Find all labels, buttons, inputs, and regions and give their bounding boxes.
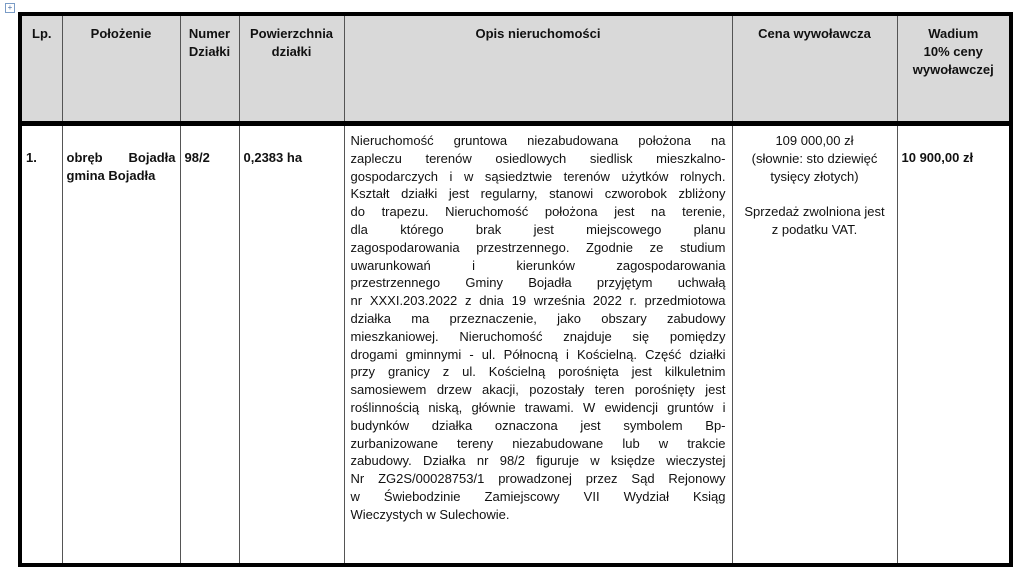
opis-line: dla którego brak jest miejscowego planu: [350, 221, 726, 237]
opis-line: gospodarczych i w sąsiedztwie terenów użytków rolnych.: [350, 168, 726, 184]
opis-line: Nieruchomość gruntowa niezabudowana położona na: [350, 133, 726, 148]
opis-line: samosiewem drzew akacji, pozostały teren porośnięty jest: [350, 382, 726, 398]
header-numer-line: Działki: [188, 43, 231, 59]
header-powierzchnia: [239, 14, 344, 124]
header-wadium-line: Wadium: [928, 26, 979, 41]
cell-powierzchnia: 0,2383 ha: [239, 124, 344, 566]
header-row: [20, 14, 1011, 124]
opis-line: mieszkaniowej. Nieruchomość znajduje się pomiędzy: [350, 328, 726, 344]
opis-line: zagospodarowania przestrzennego. Zgodnie ze studium: [350, 239, 726, 255]
opis-line: działka ma przeznaczenie, jako obszary zabudowy: [350, 310, 726, 326]
opis-line: zabudowy. Działka nr 98/2 figuruje w księdze wieczystej: [350, 453, 726, 469]
header-lp: Lp.: [20, 14, 62, 124]
opis-line: zapleczu terenów osiedlowych siedlisk mieszkalno-: [350, 150, 726, 166]
cena-words: (słownie: sto dziewięć: [751, 150, 878, 166]
cell-cena: [732, 124, 897, 566]
opis-line: Wieczystych w Sulechowie.: [350, 506, 510, 522]
cell-opis: [344, 124, 732, 566]
opis-line: budynków działka oznaczona jest symbolem Bp-: [350, 417, 726, 433]
vat-note: Sprzedaż zwolniona jest: [744, 204, 885, 220]
opis-line: w Świebodzinie Zamiejscowy VII Wydział Ksiąg: [350, 488, 726, 504]
opis-line: Nr ZG2S/00028753/1 prowadzonej przez Sąd Rejonowy: [350, 471, 726, 487]
property-table: [18, 12, 1013, 567]
vat-note: z podatku VAT.: [771, 221, 858, 237]
header-opis: Opis nieruchomości: [344, 14, 732, 124]
opis-line: Kształt działki jest regularny, stanowi czworobok zbliżony: [350, 186, 726, 202]
header-numer-line: Numer: [188, 26, 231, 41]
opis-line: przestrzennego Gminy Bojadła przyjętym uchwałą: [350, 275, 726, 291]
opis-line: uwarunkowań i kierunków zagospodarowania: [350, 257, 726, 273]
cell-polozenie: [62, 124, 180, 566]
header-cena: Cena wywoławcza: [732, 14, 897, 124]
header-wadium: [897, 14, 1011, 124]
opis-line: przy granicy z ul. Kościelną porośnięta jest kilkuletnim: [350, 364, 726, 380]
cena-words: tysięcy złotych): [770, 168, 859, 184]
cena-value: 109 000,00 zł: [775, 133, 854, 148]
cell-lp: 1.: [20, 124, 62, 566]
polozenie-line: gmina Bojadła: [66, 167, 156, 183]
opis-line: zurbanizowane tereny niezabudowane lub w trakcie: [350, 435, 726, 451]
header-numer: [180, 14, 239, 124]
header-wadium-line: 10% ceny: [923, 43, 983, 59]
header-powierzchnia-line: działki: [271, 43, 312, 59]
table-row: [20, 124, 1011, 566]
opis-line: do trapezu. Nieruchomość położona jest na terenie,: [350, 204, 726, 220]
opis-line: nr XXXI.203.2022 z dnia 19 września 2022 r. przedmiotowa: [350, 293, 726, 309]
opis-line: drogami gminnymi - ul. Północną i Kościelną. Część działki: [350, 346, 726, 362]
cell-wadium: 10 900,00 zł: [897, 124, 1011, 566]
cell-numer: 98/2: [180, 124, 239, 566]
header-wadium-line: wywoławczej: [912, 61, 994, 77]
polozenie-line: obręb Bojadła: [66, 150, 176, 165]
header-powierzchnia-line: Powierzchnia: [249, 26, 334, 41]
opis-line: roślinnością niską, głównie trawami. W ewidencji gruntów i: [350, 399, 726, 415]
header-polozenie: Położenie: [62, 14, 180, 124]
table-move-handle-icon[interactable]: +: [5, 3, 15, 13]
